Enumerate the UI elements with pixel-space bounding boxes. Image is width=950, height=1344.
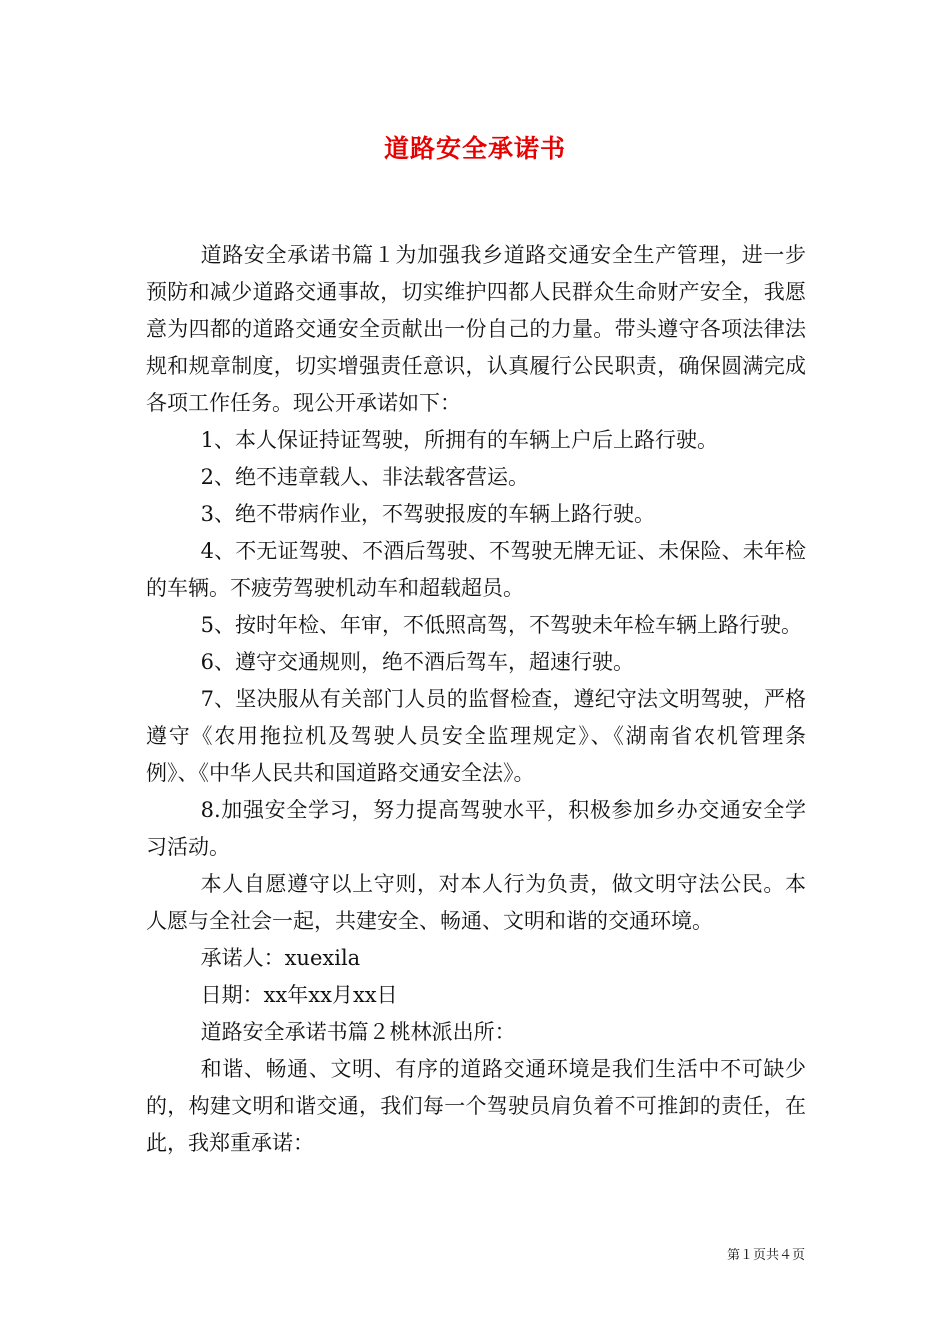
section-2-paragraph: 和谐、畅通、文明、有序的道路交通环境是我们生活中不可缺少的，构建文明和谐交通，我们每一个驾驶员肩负着不可推卸的责任，在此，我郑重承诺：: [146, 1057, 806, 1155]
document-body: [146, 237, 806, 1162]
paragraph-item-7: 7、坚决服从有关部门人员的监督检查，遵纪守法文明驾驶，严格遵守《农用拖拉机及驾驶人员安全监理规定》、《湖南省农机管理条例》、《中华人民共和国道路交通安全法》。: [146, 687, 806, 785]
paragraph-pledge: 本人自愿遵守以上守则，对本人行为负责，做文明守法公民。本人愿与全社会一起，共建安全、畅通、文明和谐的交通环境。: [146, 872, 806, 933]
paragraph-intro: 道路安全承诺书篇１为加强我乡道路交通安全生产管理，进一步预防和减少道路交通事故，切实维护四都人民群众生命财产安全，我愿意为四都的道路交通安全贡献出一份自己的力量。带头遵守各项法律法规和规章制度，切实增强责任意识，认真履行公民职责，确保圆满完成各项工作任务。现公开承诺如下：: [146, 243, 806, 415]
paragraph-item-6: 6、遵守交通规则，绝不酒后驾车，超速行驶。: [200, 650, 634, 674]
page-number: 第１页共４页: [726, 1248, 805, 1263]
signatory-line: 承诺人：xuexila: [200, 946, 361, 970]
paragraph-item-5: 5、按时年检、年审，不低照高驾，不驾驶未年检车辆上路行驶。: [200, 613, 802, 637]
date-line: 日期：xx年xx月xx日: [200, 983, 398, 1007]
paragraph-item-3: 3、绝不带病作业，不驾驶报废的车辆上路行驶。: [200, 502, 655, 526]
paragraph-item-2: 2、绝不违章载人、非法载客营运。: [200, 465, 529, 489]
paragraph-item-8: 8.加强安全学习，努力提高驾驶水平，积极参加乡办交通安全学习活动。: [146, 798, 806, 859]
paragraph-item-1: 1、本人保证持证驾驶，所拥有的车辆上户后上路行驶。: [200, 428, 718, 452]
document-title: 道路安全承诺书: [383, 134, 566, 163]
paragraph-item-4: 4、不无证驾驶、不酒后驾驶、不驾驶无牌无证、未保险、未年检的车辆。不疲劳驾驶机动车和超载超员。: [146, 539, 806, 600]
section-2-heading: 道路安全承诺书篇２桃林派出所：: [200, 1020, 516, 1044]
